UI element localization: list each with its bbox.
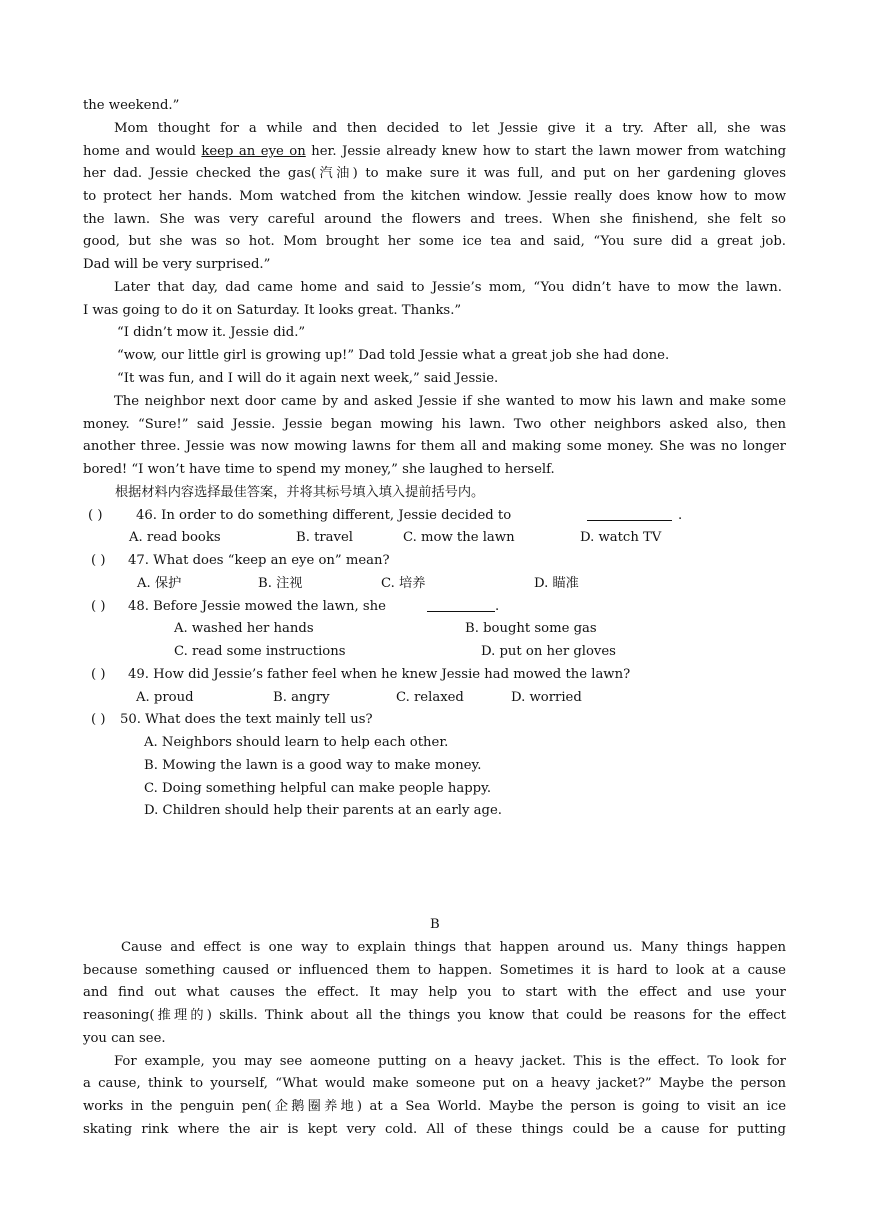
answer-blank-46 (587, 506, 672, 521)
passage-a-line-12: “wow, our little girl is growing up!” Dad told Jessie what a great job she had done. (117, 348, 670, 363)
passage-b-line-2: because something caused or influenced them to happen. Sometimes it is hard to look at a cause (83, 963, 786, 978)
passage-a-line-7: good, but she was so hot. Mom brought her some ice tea and said, “You sure did a great job. (83, 234, 786, 249)
question-49-stem: 49. How did Jessie’s father feel when he knew Jessie had mowed the lawn? (128, 667, 631, 682)
section-b-heading: B (430, 917, 440, 932)
passage-a-line-13: “It was fun, and I will do it again next week,” said Jessie. (117, 371, 499, 386)
question-48-stem: 48. Before Jessie mowed the lawn, she (128, 599, 386, 614)
passage-b-line-3: and find out what causes the effect. It may help you to start with the effect and use your (83, 985, 786, 1000)
option-46-d: D. watch TV (580, 530, 662, 545)
passage-a-line-17: bored! “I won’t have time to spend my money,” she laughed to herself. (83, 462, 555, 477)
question-46-stem: 46. In order to do something different, Jessie decided to (136, 508, 512, 523)
option-49-d: D. worried (511, 690, 582, 705)
option-50-d: D. Children should help their parents at an early age. (144, 803, 502, 818)
passage-a-line-3 (83, 141, 786, 164)
instructions: 根据材料内容选择最佳答案，并将其标号填入填入提前括号内。 (115, 485, 485, 500)
passage-b-line-1: Cause and effect is one way to explain things that happen around us. Many things happen (121, 940, 786, 955)
option-47-a: A. 保护 (137, 576, 182, 591)
option-49-a: A. proud (136, 690, 194, 705)
answer-blank-48 (427, 597, 495, 612)
text-segment: home and would (83, 144, 202, 159)
passage-b-line-9: skating rink where the air is kept very cold. All of these things could be a cause for putting (83, 1122, 786, 1137)
passage-a-line-6: the lawn. She was very careful around the flowers and trees. When she finishend, she felt so (83, 212, 786, 227)
option-49-c: C. relaxed (396, 690, 464, 705)
option-48-b: B. bought some gas (465, 621, 597, 636)
text-segment: her. Jessie already knew how to start the lawn mower from watching (305, 144, 787, 159)
passage-a-line-10: I was going to do it on Saturday. It looks great. Thanks.” (83, 303, 462, 318)
option-49-b: B. angry (273, 690, 330, 705)
answer-bracket-48: ( ) (91, 599, 106, 614)
question-46-end: . (678, 508, 683, 523)
passage-a-line-14: The neighbor next door came by and asked Jessie if she wanted to mow his lawn and make some (114, 394, 786, 409)
passage-b-line-6: For example, you may see aomeone putting on a heavy jacket. This is the effect. To look for (114, 1054, 786, 1069)
option-50-c: C. Doing something helpful can make people happy. (144, 781, 492, 796)
passage-b-line-8: works in the penguin pen(企鹅圈养地) at a Sea World. Maybe the person is going to visit an ice (83, 1099, 786, 1114)
option-48-a: A. washed her hands (174, 621, 314, 636)
option-46-c: C. mow the lawn (403, 530, 515, 545)
passage-a-line-11: “I didn’t mow it. Jessie did.” (117, 325, 306, 340)
passage-a-line-2: Mom thought for a while and then decided to let Jessie give it a try. After all, she was (114, 121, 786, 136)
passage-a-line-5: to protect her hands. Mom watched from the kitchen window. Jessie really does know how to mow (83, 189, 786, 204)
option-47-c: C. 培养 (381, 576, 426, 591)
option-46-b: B. travel (296, 530, 354, 545)
option-46-a: A. read books (129, 530, 221, 545)
underlined-phrase: keep an eye on (201, 144, 306, 159)
passage-a-line-8: Dad will be very surprised.” (83, 257, 271, 272)
option-47-d: D. 瞄准 (534, 576, 579, 591)
passage-a-line-1: the weekend.” (83, 98, 180, 113)
passage-b-line-4: reasoning(推理的) skills. Think about all the things you know that could be reasons for the effect (83, 1008, 786, 1023)
passage-a-line-16: another three. Jessie was now mowing lawns for them all and making some money. She was no longer (83, 439, 786, 454)
answer-bracket-49: ( ) (91, 667, 106, 682)
option-50-a: A. Neighbors should learn to help each other. (144, 735, 449, 750)
passage-b-line-5: you can see. (83, 1031, 166, 1046)
option-47-b: B. 注视 (258, 576, 303, 591)
question-47-stem: 47. What does “keep an eye on” mean? (128, 553, 390, 568)
answer-bracket-46: ( ) (88, 508, 103, 523)
option-48-d: D. put on her gloves (481, 644, 616, 659)
passage-a-line-4: her dad. Jessie checked the gas(汽油) to make sure it was full, and put on her gardening gloves (83, 166, 786, 181)
question-50-stem: 50. What does the text mainly tell us? (120, 712, 373, 727)
passage-a-line-15: money. “Sure!” said Jessie. Jessie began mowing his lawn. Two other neighbors asked also, then (83, 417, 786, 432)
option-50-b: B. Mowing the lawn is a good way to make money. (144, 758, 482, 773)
passage-b-line-7: a cause, think to yourself, “What would make someone put on a heavy jacket?” Maybe the person (83, 1076, 786, 1091)
passage-a-line-9: Later that day, dad came home and said to Jessie’s mom, “You didn’t have to mow the lawn. (114, 280, 782, 295)
answer-bracket-47: ( ) (91, 553, 106, 568)
option-48-c: C. read some instructions (174, 644, 346, 659)
answer-bracket-50: ( ) (91, 712, 106, 727)
question-48-end: . (495, 599, 500, 614)
